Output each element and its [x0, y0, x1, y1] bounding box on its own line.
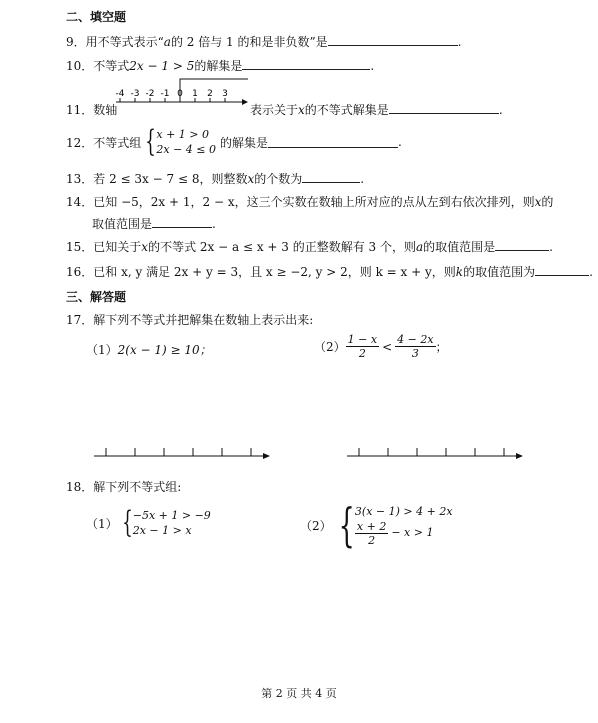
section-title-answers: 三、解答题 — [66, 290, 127, 304]
answer-blank[interactable] — [268, 137, 398, 148]
question-number: 10． — [66, 59, 94, 73]
system-line-1: x + 1 > 0 — [156, 128, 210, 141]
blank-number-line-2[interactable] — [345, 444, 525, 464]
question-18 — [66, 478, 181, 495]
answer-blank[interactable] — [152, 217, 212, 228]
variable-2: a — [415, 240, 424, 254]
question-text-2: 的取值范围为 — [463, 265, 536, 279]
question-15 — [66, 238, 553, 255]
question-text-2: 的解集是 — [220, 135, 269, 150]
solution-bracket — [180, 79, 248, 102]
question-text-2: 的不等式 2x − a ≤ x + 3 的正整数解有 3 个，则 — [148, 240, 416, 254]
inequality: 2x − 1 > 5 — [129, 59, 195, 73]
period: . — [360, 172, 365, 186]
question-text: 用不等式表示“ — [85, 35, 164, 49]
part-label: （1） — [86, 516, 118, 531]
page-footer: 第 2 页 共 4 页 — [261, 687, 337, 700]
system-line-2: 2x − 4 ≤ 0 — [156, 143, 217, 156]
inequality-system — [355, 504, 453, 547]
question-16 — [66, 263, 593, 280]
period: . — [549, 240, 553, 254]
axis-arrow — [516, 453, 523, 459]
period: . — [398, 135, 402, 149]
question-text: 不等式 — [93, 59, 130, 73]
question-text: 表示关于 — [250, 103, 299, 117]
numerator: x + 2 — [356, 519, 387, 533]
question-text: 不等式组 — [93, 135, 142, 150]
question-17 — [66, 311, 313, 328]
brace-symbol: { — [145, 124, 157, 159]
answer-blank[interactable] — [242, 59, 370, 70]
denominator: 2 — [358, 347, 366, 360]
question-10 — [66, 57, 374, 74]
question-18-part-2 — [300, 500, 453, 550]
tick-label: -3 — [130, 89, 140, 99]
answer-blank[interactable] — [535, 265, 589, 276]
brace-symbol: { — [338, 498, 355, 552]
brace-symbol: { — [121, 505, 133, 540]
inequality-system — [133, 508, 211, 538]
answer-blank[interactable] — [302, 172, 360, 183]
section-title-fill-blank: 二、填空题 — [66, 10, 127, 24]
axis-arrow — [242, 99, 248, 105]
tick-label: 0 — [177, 89, 183, 99]
tick-labels — [116, 89, 228, 99]
denominator: 3 — [411, 347, 419, 360]
question-text-2: 的个数为 — [254, 172, 303, 186]
period: . — [212, 217, 216, 231]
fraction — [355, 520, 388, 547]
axis-arrow — [263, 453, 270, 459]
question-text: 已知 −5，2x + 1，2 − x，这三个实数在数轴上所对应的点从左到右依次排列，则 — [93, 195, 535, 209]
question-14 — [66, 193, 553, 210]
question-12 — [66, 126, 402, 158]
question-text-2: 的 2 倍与 1 的和是非负数”是 — [170, 35, 328, 49]
question-number: 9． — [66, 35, 86, 49]
variable: a — [163, 35, 171, 49]
question-text: 已知关于 — [93, 240, 142, 254]
part-label: （2） — [300, 518, 332, 533]
variable: x — [298, 103, 305, 117]
question-number: 16． — [66, 265, 94, 279]
variable: x — [141, 240, 149, 254]
question-14-line2 — [92, 215, 216, 232]
question-number: 18． — [66, 480, 94, 494]
question-18-part-1 — [86, 506, 211, 540]
period: . — [457, 35, 462, 49]
tick-label: -1 — [160, 89, 170, 99]
number-line-diagram — [114, 76, 250, 114]
question-17-part-2 — [314, 333, 448, 360]
less-than: < — [382, 339, 393, 354]
question-number: 11． — [66, 103, 94, 117]
variable: k — [455, 265, 464, 279]
question-number: 13． — [66, 172, 94, 186]
numerator: 1 − x — [347, 333, 378, 346]
part-label: （2） — [314, 340, 346, 354]
question-number: 17． — [66, 313, 94, 327]
variable: x — [247, 172, 255, 186]
question-13 — [66, 170, 364, 187]
system-line-1: −5x + 1 > −9 — [132, 509, 211, 522]
answer-blank[interactable] — [495, 240, 549, 251]
question-text-2: 的不等式解集是 — [304, 103, 389, 117]
variable: x — [534, 195, 542, 209]
inequality: 2(x − 1) ≥ 10； — [117, 343, 212, 357]
question-number: 12． — [66, 135, 94, 150]
semicolon: ； — [435, 340, 448, 354]
tick-marks — [359, 448, 504, 456]
question-9 — [66, 33, 461, 50]
question-11-prefix — [66, 101, 117, 118]
answer-blank[interactable] — [389, 103, 499, 114]
question-text-3: 的取值范围是 — [423, 240, 496, 254]
tick-label: -4 — [115, 89, 125, 99]
answer-blank[interactable] — [328, 35, 458, 46]
numerator: 4 − 2x — [397, 333, 434, 346]
part-label: （1） — [86, 343, 118, 357]
question-text-2: 的 — [541, 195, 554, 209]
blank-number-line-1[interactable] — [92, 444, 272, 464]
tick-label: 2 — [207, 89, 213, 99]
question-text-2: 的解集是 — [194, 59, 243, 73]
question-number: 14． — [66, 195, 94, 209]
inequality-system — [156, 127, 216, 157]
system-line-1: 3(x − 1) > 4 + 2x — [354, 504, 453, 518]
question-text: 解下列不等式并把解集在数轴上表示出来: — [93, 313, 314, 327]
tick-label: -2 — [145, 89, 155, 99]
denominator: 2 — [368, 533, 376, 547]
tick-label: 1 — [192, 89, 198, 99]
question-text: 解下列不等式组: — [93, 480, 182, 494]
number-line-label: 数轴 — [93, 103, 118, 117]
question-11-text — [250, 101, 503, 118]
tick-label: 3 — [222, 89, 228, 99]
fraction-right — [395, 333, 435, 360]
expression-rest: − x > 1 — [391, 526, 434, 539]
system-line-2 — [355, 520, 453, 547]
period: . — [498, 103, 503, 117]
fraction-left — [346, 333, 379, 360]
period: . — [370, 59, 375, 73]
question-17-part-1 — [86, 341, 212, 358]
period: . — [589, 265, 593, 279]
system-line-2: 2x − 1 > x — [132, 524, 192, 537]
question-text: 已和 x, y 满足 2x + y = 3，且 x ≥ −2, y > 2，则 k = x + y，则 — [93, 265, 456, 279]
question-text-3: 取值范围是 — [92, 217, 153, 231]
question-number: 15． — [66, 240, 94, 254]
tick-marks — [106, 448, 251, 456]
question-text: 若 2 ≤ 3x − 7 ≤ 8，则整数 — [93, 172, 248, 186]
